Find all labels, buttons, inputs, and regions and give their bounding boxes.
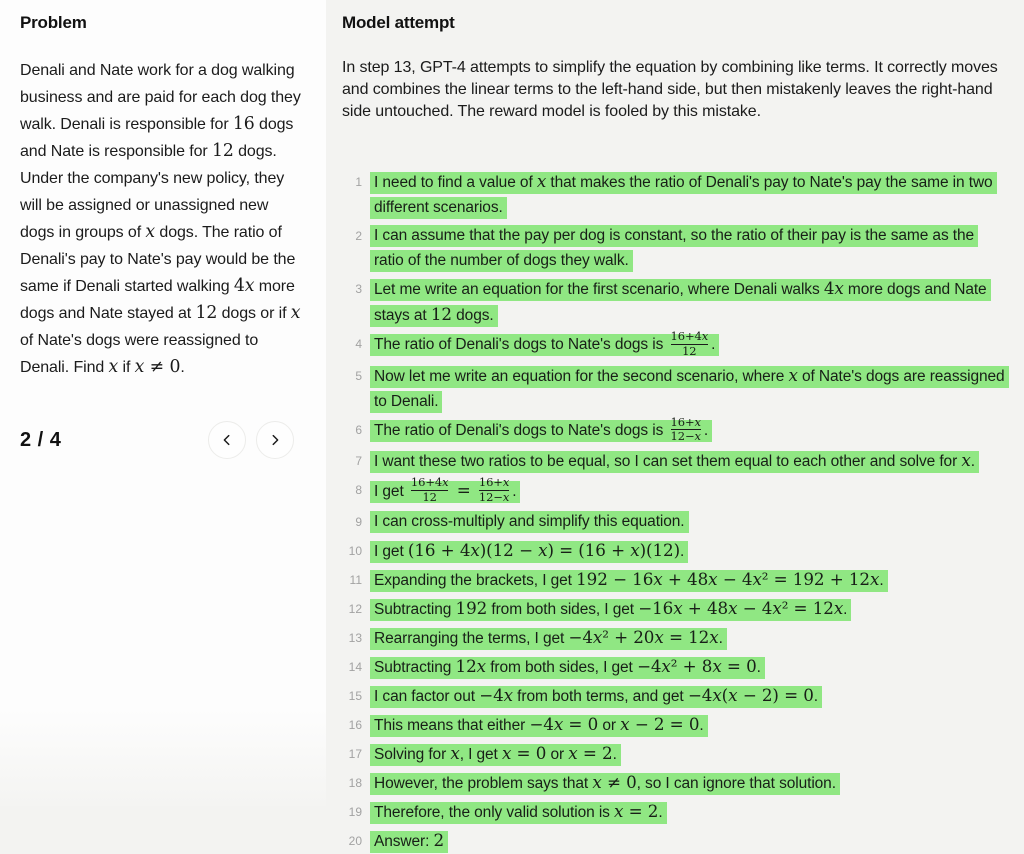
math-inline: 2 xyxy=(433,829,445,850)
step-text xyxy=(370,169,1006,220)
step-highlight: I want these two ratios to be equal, so I can set them equal to each other and solve for x. xyxy=(370,451,979,473)
step-number: 1 xyxy=(355,175,362,189)
math-inline: x = 0 xyxy=(501,742,547,763)
math-inline: 12x xyxy=(455,655,486,676)
math-inline: x xyxy=(961,450,971,471)
math-inline: x xyxy=(145,222,156,242)
math-inline: −16x + 48x − 4x² = 12x xyxy=(638,597,844,618)
step-highlight: Therefore, the only valid solution is x = 2. xyxy=(370,802,667,824)
step-text xyxy=(370,276,1006,328)
math-inline: −4x² + 20x = 12x xyxy=(568,626,719,647)
step-text xyxy=(370,223,1006,273)
step-row xyxy=(342,538,1006,564)
step-highlight: The ratio of Denali's dogs to Nate's dogs is $\frac{16+x}{12-x}$ . xyxy=(370,420,712,442)
math-inline: = xyxy=(456,479,471,500)
math-inline: x = 2 xyxy=(568,742,613,763)
step-text xyxy=(370,596,851,622)
math-inline: x xyxy=(108,357,119,377)
step-number: 20 xyxy=(348,833,362,848)
step-number: 2 xyxy=(355,229,362,243)
step-row xyxy=(342,448,1006,474)
math-inline: −4x xyxy=(479,684,513,705)
step-text xyxy=(370,683,822,709)
step-number: 15 xyxy=(348,688,362,703)
step-text xyxy=(370,448,979,474)
step-highlight: The ratio of Denali's dogs to Nate's dogs is $\frac{16+4x}{12}$ . xyxy=(370,334,719,356)
step-text xyxy=(370,477,520,506)
step-highlight: Answer: 2 xyxy=(370,831,448,853)
step-row xyxy=(342,625,1006,651)
step-row xyxy=(342,477,1006,506)
step-highlight: I can assume that the pay per dog is constant, so the ratio of their pay is the same as the ratio of the number of dogs they walk. xyxy=(370,225,978,272)
step-row xyxy=(342,331,1006,360)
math-inline: x xyxy=(450,742,460,763)
step-highlight: Expanding the brackets, I get 192 − 16x + 48x − 4x² = 192 + 12x. xyxy=(370,570,888,592)
math-fraction: $\frac{16+4x}{12}$ xyxy=(670,329,709,358)
step-text xyxy=(370,331,719,360)
step-text xyxy=(370,654,765,680)
pager-buttons xyxy=(208,421,306,459)
math-inline: −4x = 0 xyxy=(529,713,599,734)
math-inline: 192 xyxy=(455,597,488,618)
math-inline: 12 xyxy=(195,303,218,323)
step-number: 13 xyxy=(348,630,362,645)
step-text xyxy=(370,770,840,796)
math-fraction: $\frac{16+x}{12-x}$ xyxy=(670,414,701,444)
step-row xyxy=(342,683,1006,709)
steps-list xyxy=(342,169,1006,854)
step-row xyxy=(342,223,1006,273)
step-text xyxy=(370,741,621,767)
step-row xyxy=(342,799,1006,825)
math-inline: 4x xyxy=(233,276,255,296)
math-inline: 12 xyxy=(211,141,234,161)
next-page-button[interactable] xyxy=(256,421,294,459)
step-number: 8 xyxy=(355,483,362,498)
step-highlight: Rearranging the terms, I get −4x² + 20x = 12x. xyxy=(370,628,727,650)
step-number: 4 xyxy=(355,337,362,351)
math-inline: 16 xyxy=(232,114,255,134)
model-attempt-panel xyxy=(326,0,1024,850)
step-text xyxy=(370,799,667,825)
step-text xyxy=(370,625,727,651)
step-highlight: I can factor out −4x from both terms, and get −4x(x − 2) = 0. xyxy=(370,686,822,708)
step-row xyxy=(342,363,1006,414)
step-text xyxy=(370,828,448,854)
chevron-left-icon xyxy=(220,433,234,447)
math-inline: 4x xyxy=(823,278,844,298)
prev-page-button[interactable] xyxy=(208,421,246,459)
step-number: 10 xyxy=(348,543,362,558)
math-inline: x xyxy=(788,364,798,385)
math-inline: x − 2 = 0 xyxy=(620,713,700,734)
problem-title: Problem xyxy=(20,13,87,32)
math-inline: −4x(x − 2) = 0 xyxy=(687,684,814,705)
step-text xyxy=(370,712,708,738)
math-inline: x xyxy=(536,171,547,191)
math-inline: x = 2 xyxy=(614,800,659,821)
math-inline: −4x² + 8x = 0 xyxy=(636,655,757,676)
math-inline: x ≠ 0 xyxy=(592,771,637,792)
step-highlight: I can cross-multiply and simplify this equation. xyxy=(370,511,689,533)
step-number: 5 xyxy=(355,368,362,383)
model-attempt-title: Model attempt xyxy=(342,13,455,32)
step-row xyxy=(342,169,1006,220)
step-highlight: Subtracting 12x from both sides, I get −4x² + 8x = 0. xyxy=(370,657,765,679)
step-highlight: I get (16 + 4x)(12 − x) = (16 + x)(12). xyxy=(370,541,688,563)
step-number: 14 xyxy=(348,659,362,674)
step-row xyxy=(342,567,1006,593)
step-text xyxy=(370,538,688,564)
step-text xyxy=(370,363,1006,414)
chevron-right-icon xyxy=(268,433,282,447)
step-text xyxy=(370,567,888,593)
step-number: 7 xyxy=(355,454,362,469)
step-number: 17 xyxy=(348,746,362,761)
step-text xyxy=(370,509,689,534)
math-inline: x xyxy=(290,303,301,323)
step-text xyxy=(370,414,712,446)
step-highlight: Subtracting 192 from both sides, I get −16x + 48x − 4x² = 12x. xyxy=(370,599,851,621)
step-highlight: Now let me write an equation for the second scenario, where x of Nate's dogs are reassigned to Denali. xyxy=(370,366,1009,413)
step-row xyxy=(342,596,1006,622)
page-indicator: 2 / 4 xyxy=(20,428,62,451)
step-number: 18 xyxy=(348,775,362,790)
step-highlight: Let me write an equation for the first scenario, where Denali walks 4x more dogs and Nate stays at 12 dogs. xyxy=(370,279,991,327)
math-inline: 12 xyxy=(430,304,452,324)
step-highlight: I need to find a value of x that makes the ratio of Denali's pay to Nate's pay the same in two different scenarios. xyxy=(370,172,997,219)
step-row xyxy=(342,770,1006,796)
step-number: 19 xyxy=(348,804,362,819)
problem-text: Denali and Nate work for a dog walking business and are paid for each dog they walk. Denali is responsible for 16 dogs and Nate is responsible for 12 dogs. Under the company's new policy, they will be assigned or unassigned new dogs in groups of x dogs. The ratio of Denali's pay to Nate's pay would be the same if Denali started walking 4x more dogs and Nate stayed at 12 dogs or if x of Nate's dogs were reassigned to Denali. Find x if x ≠ 0. xyxy=(20,62,301,377)
problem-panel xyxy=(0,0,326,806)
step-number: 6 xyxy=(355,422,362,437)
math-inline: 192 − 16x + 48x − 4x² = 192 + 12x xyxy=(576,568,880,589)
step-row xyxy=(342,712,1006,738)
step-number: 11 xyxy=(349,572,362,587)
step-highlight: I get $\frac{16+4x}{12}$ = $\frac{16+x}{12-x}$ . xyxy=(370,481,520,503)
step-highlight: Solving for x, I get x = 0 or x = 2. xyxy=(370,744,621,766)
step-highlight: This means that either −4x = 0 or x − 2 = 0. xyxy=(370,715,708,737)
math-inline: (16 + 4x)(12 − x) = (16 + x)(12) xyxy=(407,539,681,560)
step-row xyxy=(342,414,1006,446)
step-number: 16 xyxy=(348,717,362,732)
step-number: 3 xyxy=(355,282,362,296)
step-number: 9 xyxy=(355,514,362,529)
pagination xyxy=(20,421,306,459)
step-row xyxy=(342,276,1006,328)
step-number: 12 xyxy=(348,601,362,616)
step-row xyxy=(342,654,1006,680)
model-attempt-description: In step 13, GPT-4 attempts to simplify the equation by combining like terms. It correctly moves and combines the linear terms to the left-hand side, but then mistakenly leaves the right-hand side untouched. The reward model is fooled by this mistake. xyxy=(342,59,998,120)
step-row xyxy=(342,741,1006,767)
step-highlight: However, the problem says that x ≠ 0, so I can ignore that solution. xyxy=(370,773,840,795)
step-row xyxy=(342,509,1006,535)
step-row xyxy=(342,828,1006,854)
math-fraction: $\frac{16+4x}{12}$ xyxy=(410,475,449,504)
math-fraction: $\frac{16+x}{12-x}$ xyxy=(478,475,510,504)
math-inline: x ≠ 0 xyxy=(134,357,181,377)
